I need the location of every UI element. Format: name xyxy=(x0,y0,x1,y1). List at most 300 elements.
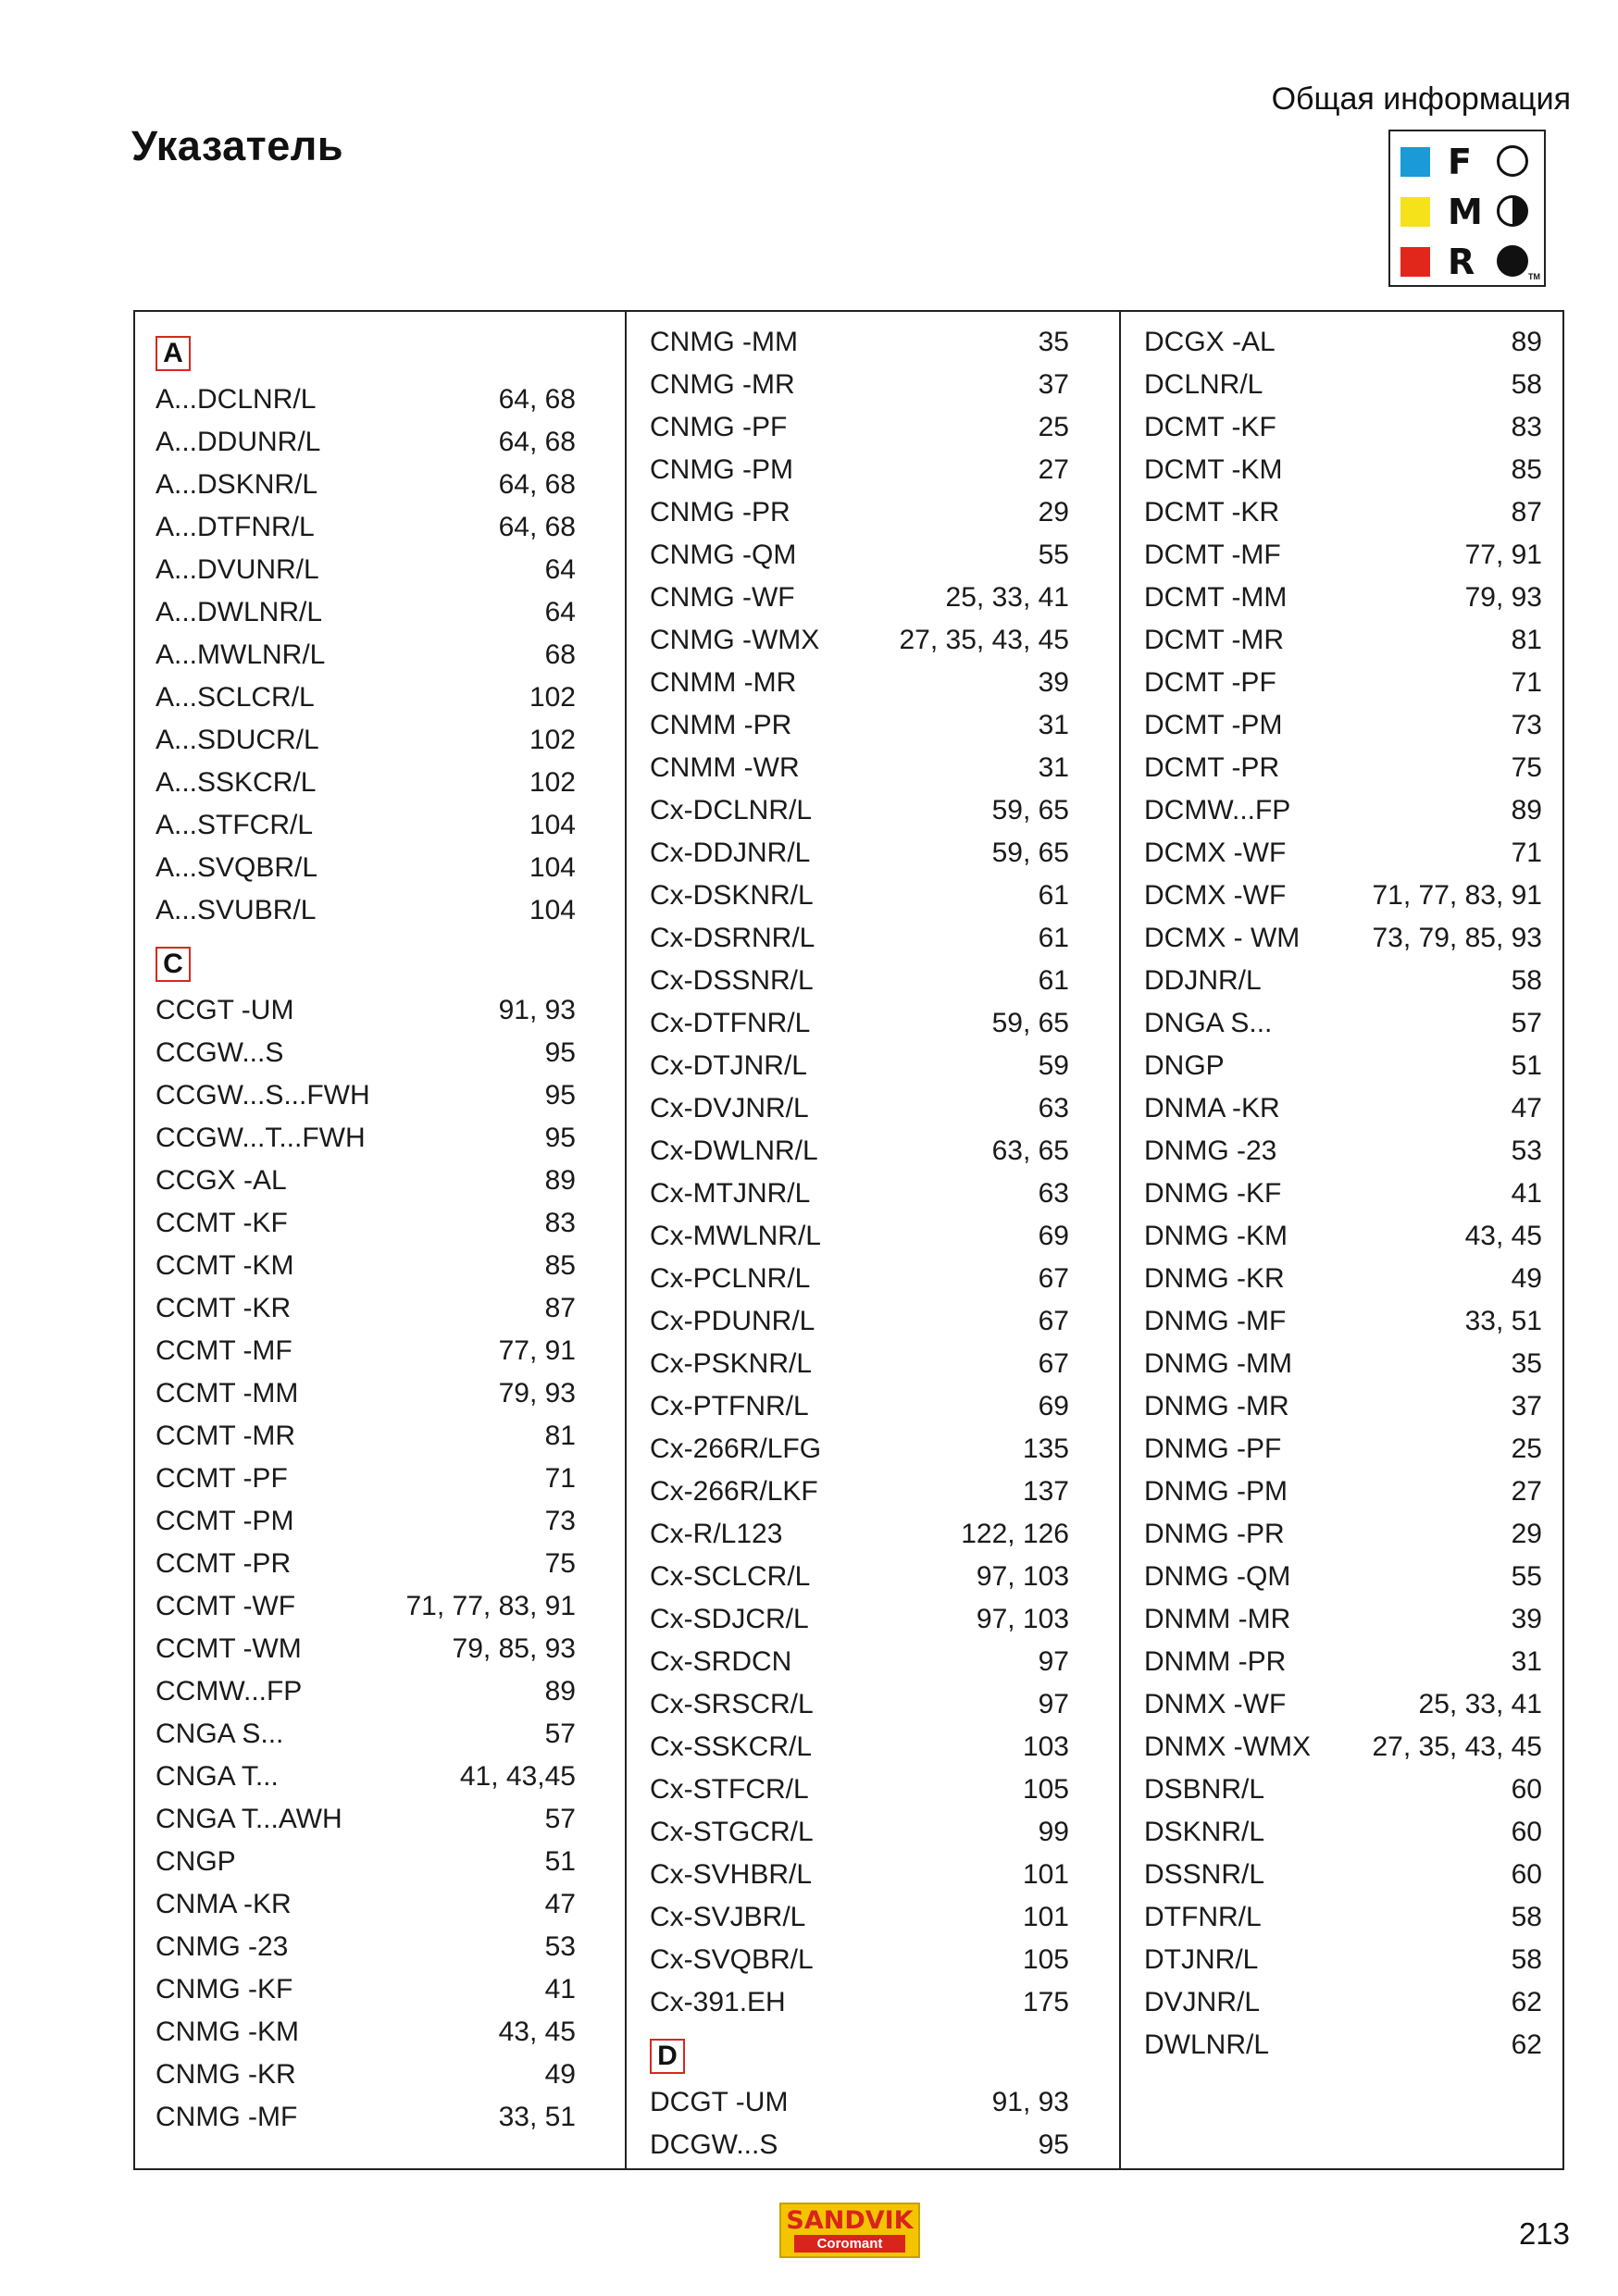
entry-code: DNMG -PM xyxy=(1144,1476,1288,1507)
entry-code: Cx-STGCR/L xyxy=(650,1817,814,1847)
entry-code: DNMX -WMX xyxy=(1144,1731,1311,1762)
entry-code: DCMT -KF xyxy=(1144,412,1276,442)
index-entry xyxy=(156,889,576,932)
index-entry xyxy=(650,1471,1069,1513)
entry-pages: 68 xyxy=(544,639,576,670)
entry-code: DNGP xyxy=(1144,1050,1225,1081)
entry-pages: 37 xyxy=(1511,1391,1542,1421)
entry-code: CCMT -KR xyxy=(156,1293,292,1323)
index-entry xyxy=(650,1811,1069,1854)
entry-code: DSKNR/L xyxy=(1144,1817,1265,1847)
entry-pages: 27 xyxy=(1511,1476,1542,1507)
entry-code: DNMG -KR xyxy=(1144,1263,1285,1294)
entry-code: DCLNR/L xyxy=(1144,369,1263,400)
entry-code: DCMW...FP xyxy=(1144,795,1291,825)
entry-code: Cx-DSKNR/L xyxy=(650,880,814,911)
entry-pages: 103 xyxy=(1022,1731,1069,1762)
entry-pages: 31 xyxy=(1038,752,1069,783)
index-entry xyxy=(650,1939,1069,1981)
entry-pages: 71, 77, 83, 91 xyxy=(405,1591,576,1621)
entry-code: DNMG -KM xyxy=(1144,1221,1288,1251)
entry-code: CNMG -23 xyxy=(156,1931,289,1962)
entry-pages: 91, 93 xyxy=(498,995,576,1025)
entry-code: CCMT -MM xyxy=(156,1378,299,1409)
index-entry xyxy=(650,1002,1069,1045)
legend-letter: R xyxy=(1448,242,1475,282)
entry-code: A...DVUNR/L xyxy=(156,554,319,585)
entry-code: DNMG -MR xyxy=(1144,1391,1289,1421)
index-entry xyxy=(156,1841,576,1883)
index-entry xyxy=(1144,1556,1542,1598)
index-entry xyxy=(650,1641,1069,1683)
entry-pages: 101 xyxy=(1022,1859,1069,1890)
index-entry xyxy=(1144,747,1542,789)
letter-heading xyxy=(156,321,576,379)
entry-pages: 27 xyxy=(1038,454,1069,485)
entry-pages: 97 xyxy=(1038,1689,1069,1719)
entry-code: Cx-266R/LKF xyxy=(650,1476,818,1507)
index-entry xyxy=(650,534,1069,577)
entry-pages: 81 xyxy=(544,1421,576,1451)
entry-code: A...STFCR/L xyxy=(156,810,314,840)
entry-pages: 95 xyxy=(1038,2129,1069,2160)
entry-code: DCMX -WF xyxy=(1144,880,1287,911)
entry-pages: 73 xyxy=(544,1506,576,1536)
entry-pages: 64 xyxy=(544,597,576,627)
entry-pages: 62 xyxy=(1511,1987,1542,2017)
entry-code: CNGA T...AWH xyxy=(156,1804,342,1834)
index-entry xyxy=(650,1981,1069,2024)
entry-code: Cx-SVJBR/L xyxy=(650,1902,806,1932)
index-entry xyxy=(1144,1769,1542,1811)
entry-code: CCGW...S xyxy=(156,1037,284,1068)
logo-main-text: SANDVIK xyxy=(786,2206,914,2235)
letter-heading-box: A xyxy=(156,336,191,371)
index-entry xyxy=(1144,449,1542,491)
entry-code: A...SVUBR/L xyxy=(156,895,317,925)
index-entry xyxy=(650,1683,1069,1726)
column-divider xyxy=(625,312,627,2168)
entry-code: Cx-MTJNR/L xyxy=(650,1178,811,1209)
empty-circle-icon xyxy=(1497,145,1528,177)
entry-pages: 175 xyxy=(1022,1987,1069,2017)
index-entry xyxy=(156,1798,576,1841)
index-entry xyxy=(650,406,1069,449)
entry-code: A...SVQBR/L xyxy=(156,852,318,883)
entry-pages: 67 xyxy=(1038,1306,1069,1336)
entry-code: CNMM -MR xyxy=(650,667,797,698)
index-entry xyxy=(1144,1811,1542,1854)
index-entry xyxy=(650,364,1069,406)
entry-pages: 63 xyxy=(1038,1178,1069,1209)
entry-pages: 87 xyxy=(544,1293,576,1323)
entry-pages: 39 xyxy=(1038,667,1069,698)
entry-pages: 137 xyxy=(1022,1476,1069,1507)
entry-code: DTJNR/L xyxy=(1144,1944,1259,1975)
index-entry xyxy=(1144,406,1542,449)
entry-pages: 60 xyxy=(1511,1859,1542,1890)
entry-code: CNGA S... xyxy=(156,1719,284,1749)
index-entry xyxy=(650,1896,1069,1939)
page-number: 213 xyxy=(1518,2216,1570,2251)
entry-pages: 101 xyxy=(1022,1902,1069,1932)
entry-pages: 51 xyxy=(544,1846,576,1877)
entry-code: A...SDUCR/L xyxy=(156,725,319,755)
entry-code: DCMT -PR xyxy=(1144,752,1280,783)
entry-code: A...DTFNR/L xyxy=(156,512,315,542)
entry-code: CCMT -KM xyxy=(156,1250,294,1281)
entry-code: DTFNR/L xyxy=(1144,1902,1262,1932)
index-column-1 xyxy=(156,321,576,2139)
entry-code: CNMM -PR xyxy=(650,710,792,740)
entry-pages: 64, 68 xyxy=(498,469,576,500)
index-entry xyxy=(650,1428,1069,1471)
entry-pages: 53 xyxy=(544,1931,576,1962)
entry-code: CCGX -AL xyxy=(156,1165,287,1196)
entry-code: A...DCLNR/L xyxy=(156,384,317,415)
entry-pages: 55 xyxy=(1038,540,1069,570)
index-entry xyxy=(1144,662,1542,704)
entry-code: DNMG -PR xyxy=(1144,1519,1285,1549)
index-entry xyxy=(156,1032,576,1074)
entry-code: Cx-DCLNR/L xyxy=(650,795,813,825)
entry-pages: 91, 93 xyxy=(991,2087,1069,2117)
entry-code: A...DDUNR/L xyxy=(156,427,321,457)
index-entry xyxy=(650,1215,1069,1258)
filled-circle-icon xyxy=(1497,245,1528,277)
entry-pages: 63, 65 xyxy=(991,1136,1069,1166)
index-entry xyxy=(1144,321,1542,364)
entry-pages: 75 xyxy=(544,1548,576,1579)
index-entry xyxy=(650,1854,1069,1896)
letter-heading xyxy=(650,2024,1069,2081)
index-entry xyxy=(156,1543,576,1585)
entry-pages: 105 xyxy=(1022,1774,1069,1805)
entry-pages: 59, 65 xyxy=(991,1008,1069,1038)
entry-pages: 62 xyxy=(1511,2029,1542,2060)
index-entry xyxy=(156,762,576,804)
page-title: Указатель xyxy=(131,122,343,169)
entry-code: DNMG -PF xyxy=(1144,1433,1282,1464)
legend-row-roughing xyxy=(1390,239,1544,285)
trademark-mark: TM xyxy=(1528,272,1540,281)
index-entry xyxy=(156,1926,576,1968)
entry-code: DNMA -KR xyxy=(1144,1093,1280,1123)
entry-code: CCMW...FP xyxy=(156,1676,303,1706)
entry-pages: 37 xyxy=(1038,369,1069,400)
entry-code: Cx-391.EH xyxy=(650,1987,786,2017)
entry-code: DNMM -MR xyxy=(1144,1604,1291,1634)
entry-code: Cx-PTFNR/L xyxy=(650,1391,809,1421)
entry-code: DCMT -MF xyxy=(1144,540,1281,570)
letter-heading-box: C xyxy=(156,947,191,982)
entry-code: A...SSKCR/L xyxy=(156,767,317,798)
entry-code: A...DSKNR/L xyxy=(156,469,318,500)
entry-pages: 89 xyxy=(544,1676,576,1706)
entry-pages: 97, 103 xyxy=(976,1561,1069,1592)
entry-pages: 104 xyxy=(529,810,576,840)
index-entry xyxy=(650,2124,1069,2166)
entry-pages: 75 xyxy=(1511,752,1542,783)
entry-code: CNMG -PR xyxy=(650,497,790,527)
entry-pages: 47 xyxy=(1511,1093,1542,1123)
entry-code: CNMA -KR xyxy=(156,1889,292,1919)
entry-code: Cx-DDJNR/L xyxy=(650,838,811,868)
index-entry xyxy=(1144,534,1542,577)
index-entry xyxy=(156,989,576,1032)
half-circle-icon xyxy=(1497,195,1528,227)
index-entry xyxy=(1144,1343,1542,1385)
index-entry xyxy=(156,1415,576,1458)
index-entry xyxy=(650,2081,1069,2124)
entry-code: CNMG -MF xyxy=(156,2102,298,2132)
entry-pages: 61 xyxy=(1038,923,1069,953)
index-entry xyxy=(156,804,576,847)
entry-pages: 99 xyxy=(1038,1817,1069,1847)
legend-letter: M xyxy=(1448,192,1483,232)
entry-pages: 104 xyxy=(529,852,576,883)
entry-code: DCMT -MM xyxy=(1144,582,1288,613)
entry-pages: 61 xyxy=(1038,965,1069,996)
entry-pages: 79, 93 xyxy=(498,1378,576,1409)
index-entry xyxy=(1144,491,1542,534)
index-entry xyxy=(156,2054,576,2096)
index-entry xyxy=(156,379,576,421)
entry-code: DCMX -WF xyxy=(1144,838,1287,868)
section-label: Общая информация xyxy=(1271,81,1571,117)
entry-code: CNMG -KM xyxy=(156,2017,299,2047)
index-entry xyxy=(1144,1300,1542,1343)
entry-code: Cx-SVQBR/L xyxy=(650,1944,814,1975)
entry-code: DCMT -MR xyxy=(1144,625,1285,655)
index-entry xyxy=(1144,1598,1542,1641)
entry-code: CNMG -PM xyxy=(650,454,793,485)
index-entry xyxy=(650,491,1069,534)
entry-pages: 69 xyxy=(1038,1391,1069,1421)
entry-code: CCMT -PR xyxy=(156,1548,292,1579)
index-entry xyxy=(1144,1641,1542,1683)
entry-code: CNMG -MR xyxy=(650,369,795,400)
legend-color-square xyxy=(1400,147,1430,177)
entry-pages: 47 xyxy=(544,1889,576,1919)
logo-sub-text: Coromant xyxy=(794,2235,905,2253)
entry-code: Cx-PDUNR/L xyxy=(650,1306,815,1336)
index-entry xyxy=(650,1130,1069,1173)
entry-pages: 49 xyxy=(544,2059,576,2090)
entry-pages: 79, 93 xyxy=(1464,582,1542,613)
index-entry xyxy=(650,1556,1069,1598)
entry-pages: 53 xyxy=(1511,1136,1542,1166)
entry-pages: 31 xyxy=(1511,1646,1542,1677)
index-entry xyxy=(1144,1939,1542,1981)
letter-heading xyxy=(156,932,576,989)
index-entry xyxy=(156,847,576,889)
entry-code: Cx-DTFNR/L xyxy=(650,1008,811,1038)
entry-pages: 35 xyxy=(1511,1348,1542,1379)
index-entry xyxy=(650,917,1069,960)
entry-pages: 95 xyxy=(544,1080,576,1111)
entry-code: Cx-SRSCR/L xyxy=(650,1689,814,1719)
entry-code: DCMX - WM xyxy=(1144,923,1301,953)
index-entry xyxy=(650,1045,1069,1087)
entry-pages: 105 xyxy=(1022,1944,1069,1975)
entry-pages: 97 xyxy=(1038,1646,1069,1677)
index-entry xyxy=(1144,875,1542,917)
entry-pages: 59 xyxy=(1038,1050,1069,1081)
material-legend xyxy=(1388,130,1546,287)
index-entry xyxy=(650,1598,1069,1641)
index-entry xyxy=(156,1670,576,1713)
entry-pages: 25, 33, 41 xyxy=(1418,1689,1542,1719)
entry-code: CCMT -PF xyxy=(156,1463,288,1494)
entry-code: DSSNR/L xyxy=(1144,1859,1265,1890)
entry-code: DCGX -AL xyxy=(1144,327,1276,357)
entry-code: Cx-MWLNR/L xyxy=(650,1221,821,1251)
index-entry xyxy=(650,1769,1069,1811)
index-entry xyxy=(1144,917,1542,960)
index-entry xyxy=(1144,1385,1542,1428)
entry-pages: 102 xyxy=(529,725,576,755)
index-entry xyxy=(1144,1896,1542,1939)
entry-pages: 71 xyxy=(544,1463,576,1494)
entry-pages: 95 xyxy=(544,1037,576,1068)
index-entry xyxy=(156,719,576,762)
index-entry xyxy=(1144,1258,1542,1300)
entry-pages: 43, 45 xyxy=(498,2017,576,2047)
index-entry xyxy=(156,2096,576,2139)
entry-pages: 135 xyxy=(1022,1433,1069,1464)
entry-pages: 89 xyxy=(1511,795,1542,825)
entry-pages: 29 xyxy=(1511,1519,1542,1549)
entry-code: CCGW...T...FWH xyxy=(156,1123,366,1153)
index-entry xyxy=(156,1117,576,1160)
index-entry xyxy=(1144,2024,1542,2066)
entry-code: Cx-R/L123 xyxy=(650,1519,783,1549)
entry-pages: 29 xyxy=(1038,497,1069,527)
entry-code: CCGT -UM xyxy=(156,995,294,1025)
entry-pages: 73 xyxy=(1511,710,1542,740)
index-entry xyxy=(650,747,1069,789)
entry-code: Cx-DSRNR/L xyxy=(650,923,815,953)
entry-pages: 33, 51 xyxy=(1464,1306,1542,1336)
entry-pages: 71, 77, 83, 91 xyxy=(1372,880,1542,911)
index-entry xyxy=(650,875,1069,917)
entry-pages: 67 xyxy=(1038,1263,1069,1294)
entry-code: Cx-DWLNR/L xyxy=(650,1136,818,1166)
index-entry xyxy=(650,1258,1069,1300)
entry-pages: 57 xyxy=(544,1804,576,1834)
index-entry xyxy=(650,1087,1069,1130)
entry-pages: 59, 65 xyxy=(991,795,1069,825)
entry-code: Cx-266R/LFG xyxy=(650,1433,822,1464)
index-entry xyxy=(1144,1087,1542,1130)
entry-pages: 63 xyxy=(1038,1093,1069,1123)
index-entry xyxy=(156,1883,576,1926)
entry-pages: 59, 65 xyxy=(991,838,1069,868)
index-entry xyxy=(650,1385,1069,1428)
index-entry xyxy=(1144,1215,1542,1258)
entry-pages: 64, 68 xyxy=(498,512,576,542)
entry-pages: 64 xyxy=(544,554,576,585)
index-entry xyxy=(650,1726,1069,1769)
entry-code: DDJNR/L xyxy=(1144,965,1262,996)
entry-pages: 60 xyxy=(1511,1774,1542,1805)
index-column-2 xyxy=(650,321,1069,2166)
index-entry xyxy=(156,549,576,591)
index-entry xyxy=(1144,1428,1542,1471)
entry-code: CNMG -WF xyxy=(650,582,795,613)
entry-code: CCMT -WF xyxy=(156,1591,296,1621)
index-entry xyxy=(1144,704,1542,747)
index-entry xyxy=(156,1756,576,1798)
sandvik-coromant-logo xyxy=(779,2203,920,2258)
index-entry xyxy=(650,789,1069,832)
entry-pages: 87 xyxy=(1511,497,1542,527)
index-entry xyxy=(650,960,1069,1002)
index-table xyxy=(133,310,1564,2170)
index-entry xyxy=(1144,1726,1542,1769)
index-entry xyxy=(1144,1683,1542,1726)
index-entry xyxy=(156,1458,576,1500)
entry-code: CCMT -PM xyxy=(156,1506,294,1536)
entry-code: Cx-PCLNR/L xyxy=(650,1263,811,1294)
entry-pages: 104 xyxy=(529,895,576,925)
entry-pages: 77, 91 xyxy=(1464,540,1542,570)
entry-pages: 67 xyxy=(1038,1348,1069,1379)
entry-code: DNMG -KF xyxy=(1144,1178,1282,1209)
entry-pages: 122, 126 xyxy=(961,1519,1069,1549)
entry-code: Cx-PSKNR/L xyxy=(650,1348,813,1379)
entry-pages: 85 xyxy=(1511,454,1542,485)
entry-pages: 58 xyxy=(1511,1902,1542,1932)
index-entry xyxy=(156,1372,576,1415)
index-entry xyxy=(1144,1130,1542,1173)
legend-letter: F xyxy=(1448,142,1472,182)
column-divider xyxy=(1119,312,1121,2168)
index-entry xyxy=(650,321,1069,364)
entry-pages: 49 xyxy=(1511,1263,1542,1294)
index-entry xyxy=(1144,1045,1542,1087)
entry-pages: 89 xyxy=(544,1165,576,1196)
index-entry xyxy=(1144,619,1542,662)
index-entry xyxy=(156,1287,576,1330)
index-entry xyxy=(1144,832,1542,875)
entry-code: CCMT -MR xyxy=(156,1421,296,1451)
index-entry xyxy=(1144,960,1542,1002)
entry-pages: 71 xyxy=(1511,667,1542,698)
entry-pages: 27, 35, 43, 45 xyxy=(1372,1731,1542,1762)
entry-pages: 58 xyxy=(1511,1944,1542,1975)
entry-code: Cx-SRDCN xyxy=(650,1646,792,1677)
legend-row-finishing xyxy=(1390,139,1544,185)
index-entry xyxy=(156,1713,576,1756)
entry-pages: 55 xyxy=(1511,1561,1542,1592)
entry-pages: 25 xyxy=(1038,412,1069,442)
entry-pages: 71 xyxy=(1511,838,1542,868)
index-entry xyxy=(156,1585,576,1628)
index-entry xyxy=(156,2011,576,2054)
entry-pages: 73, 79, 85, 93 xyxy=(1372,923,1542,953)
entry-pages: 25, 33, 41 xyxy=(945,582,1069,613)
entry-code: DNMG -MF xyxy=(1144,1306,1287,1336)
entry-code: CNMG -KF xyxy=(156,1974,293,2004)
legend-row-medium xyxy=(1390,189,1544,235)
entry-pages: 57 xyxy=(1511,1008,1542,1038)
entry-pages: 83 xyxy=(544,1208,576,1238)
entry-pages: 41, 43,45 xyxy=(459,1761,576,1792)
index-entry xyxy=(156,1202,576,1245)
index-entry xyxy=(156,1628,576,1670)
